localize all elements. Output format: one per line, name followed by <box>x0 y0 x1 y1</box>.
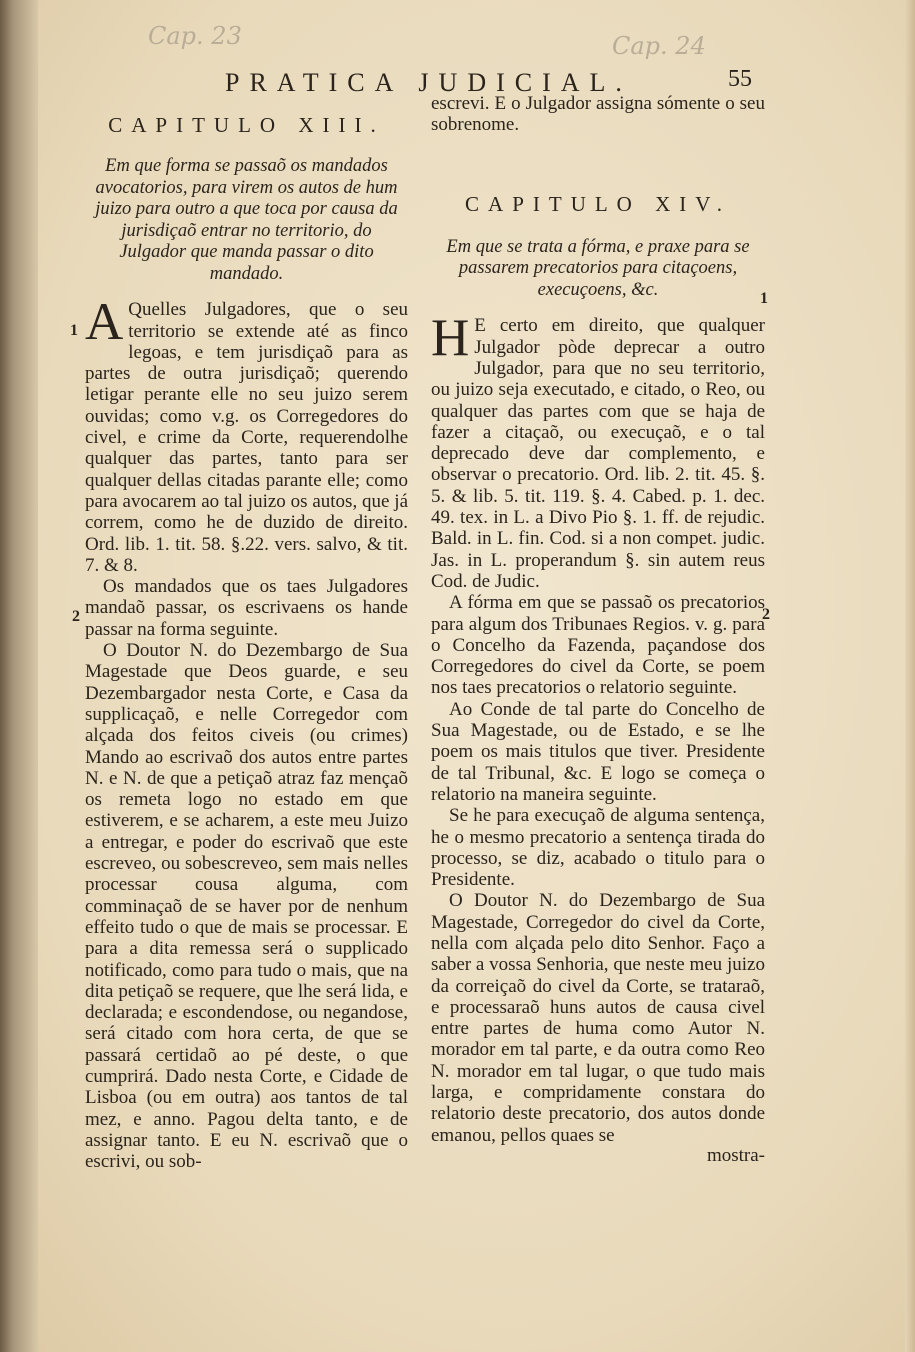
binding-gutter <box>0 0 38 1352</box>
margin-number: 1 <box>70 322 78 339</box>
page-number: 55 <box>728 66 752 92</box>
catchword: mostra- <box>706 1144 765 1166</box>
page-edge <box>905 0 915 1352</box>
paragraph: Ao Conde de tal parte do Concelho de Sua Magestade, ou de Estado, e se lhe poem os mais titulos que tiver. Presidente de tal Tribunal, &c. E logo se começa o relatorio na maneira seguinte. <box>431 698 765 805</box>
right-column <box>431 93 765 1166</box>
margin-number: 2 <box>72 608 80 625</box>
margin-number: 1 <box>760 290 768 307</box>
continuation-text: escrevi. E o Julgador assigna sómente o seu sobrenome. <box>431 93 765 136</box>
handwritten-note-right: Cap. 24 <box>612 32 706 60</box>
paragraph: O Doutor N. do Dezembargo de Sua Magestade, Corregedor do civel da Corte, nella com alçada pelo dito Senhor. Faço a saber a vossa Senhoria, que neste meu juizo da correiçaõ do civel da Corte, se trataraõ, e processaraõ huns autos de causa civel entre partes de huma como Autor N. morador em tal parte, e da outra como Reo N. morador em tal lugar, o que tudo mais larga, e compridamente constara do relatorio deste precatorio, dos autos donde emanou, pellos quaes se <box>431 890 765 1146</box>
handwritten-note-left: Cap. 23 <box>148 22 242 50</box>
margin-number: 2 <box>762 606 770 623</box>
chapter-title-xiv: CAPITULO XIV. <box>465 191 731 216</box>
drop-cap: A <box>85 293 124 352</box>
paragraph: Os mandados que os taes Julgadores mandaõ passar, os escrivaens os hande passar na forma seguinte. <box>85 576 408 640</box>
paragraph: H E certo em direito, que qualquer Julgador pòde deprecar a outro Julgador, para que no seu territorio, ou juizo seja executado, e citado, o Reo, ou qualquer das partes com que se haja de fazer a citaçaõ, ou execuçaõ, e o tal deprecado deve dar complemento, e observar o precatorio. Ord. lib. 2. tit. 45. §. 5. & lib. 5. tit. 119. §. 4. Cabed. p. 1. dec. 49. tex. in L. a Divo Pio §. 1. ff. de rejudic. Bald. in L. fin. Cod. si a non compet. judic. Jas. in L. properandum §. sin autem reus Cod. de Judic. <box>431 309 765 592</box>
left-column <box>85 93 408 1172</box>
chapter-subtitle-xiv: Em que se trata a fórma, e praxe para se passarem precatorios para citaçoens, execuçoens, &c. <box>446 236 750 300</box>
paragraph: A fórma em que se passaõ os precatorios para algum dos Tribunaes Regios. v. g. para o Concelho da Fazenda, paçandose dos Corregedores do civel da Corte, se poem nos taes precatorios o relatorio seguinte. <box>431 592 765 699</box>
paragraph: Se he para execuçaõ de alguma sentença, he o mesmo precatorio a sentença tirada do processo, se diz, acabado o titulo para o Presidente. <box>431 805 765 891</box>
running-title: PRATICA JUDICIAL. <box>225 68 632 97</box>
drop-cap: H <box>431 309 470 368</box>
paragraph: A Quelles Julgadores, que o seu territorio se extende até as finco legoas, e tem jurisdiçaõ para as partes de outra jurisdiçaõ; querendo letigar perante elle no seu juizo serem ouvidas; como v.g. os Corregedores do civel, e crime da Corte, requerendolhe qualquer das partes, tanto para ser qualquer dellas citadas parante elle; como para avocarem ao tal juizo os autos, que já correm, como he de duzido de direito. Ord. lib. 1. tit. 58. §.22. vers. salvo, & tit. 7. & 8. <box>85 293 408 576</box>
chapter-title-xiii: CAPITULO XIII. <box>108 113 385 137</box>
paragraph: O Doutor N. do Dezembargo de Sua Magestade que Deos guarde, e seu Dezembargador nesta Corte, e Casa da supplicaçaõ, e nelle Corregedor com alçada dos feitos civeis (ou crimes) Mando ao escrivaõ dos autos entre partes N. e N. de que a petiçaõ atraz faz mençaõ os remeta logo no estado em que estiverem, e se acharem, a este meu Juizo a entregar, e poder do escrivaõ que este escreveo, ou sobescreveo, sem mais nelles processar cousa alguma, com comminaçaõ de se haver por de nenhum effeito tudo o que de mais se processar. E para a dita remessa será o supplicado notificado, como para tudo o mais, que na dita petiçaõ se requere, que lhe será lida, e declarada; e escondendose, ou negandose, será citado com hora certa, de que se passará certidaõ ao pé deste, o que cumprirá. Dado nesta Corte, e Cidade de Lisboa (ou em outra) aos tantos de tal mez, e anno. Pagou delta tanto, e de assignar tanto. E eu N. escrivaõ que o escrivi, ou sob- <box>85 640 408 1173</box>
chapter-subtitle-xiii: Em que forma se passaõ os mandados avocatorios, para virem os autos de hum juizo para outro a que toca por causa da jurisdiçaõ entrar no territorio, do Julgador que manda passar o dito mandado. <box>95 156 398 284</box>
